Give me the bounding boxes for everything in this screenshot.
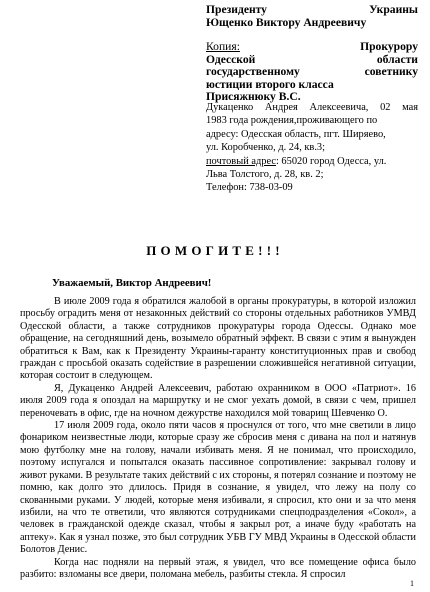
letter-body bbox=[20, 296, 416, 581]
sender-line4: ул. Коробченко, д. 24, кв.3; bbox=[206, 142, 326, 154]
sender-phone: Телефон: 738-03-09 bbox=[206, 182, 293, 194]
paragraph: В июле 2009 года я обратился жалобой в органы прокуратуры, в которой изложил просьбу оградить меня от незаконных действий со стороны отдельных работников УМВД Одесской области, а также сотрудников прокуратуры города Одессы. Однако мое обращение, на сегодняшний день, возымело обратный эффект. В связи с этим я вынужден обратиться к Вам, как к Президенту Украины-гаранту конституционных прав и свобод граждан с просьбой оказать содействие в разрешении сложившейся негативной ситуации, которая состоит в следующем. bbox=[20, 296, 416, 382]
postal-label: почтовый адрес bbox=[206, 155, 276, 167]
addressee-country: Украины bbox=[369, 3, 418, 16]
sender-w4: 02 bbox=[380, 102, 391, 113]
addressee-name: Ющенко Виктору Андреевичу bbox=[206, 15, 367, 29]
sender-w3: Алексеевича, bbox=[309, 102, 369, 113]
sender-line6: Льва Толстого, д. 28, кв. 2; bbox=[206, 169, 324, 181]
addressee-block bbox=[206, 4, 418, 29]
copy-line4: юстиции второго класса bbox=[206, 77, 334, 91]
copy-line3-left: государственному bbox=[206, 65, 300, 79]
copy-line2-left: Одесской bbox=[206, 52, 256, 66]
paragraph: 17 июля 2009 года, около пяти часов я проснулся от того, что мне светили в лицо фонариком неизвестные люди, которые сразу же сбросив меня с дивана на пол и натянув мою футболку мне на голову, начали избивать меня. Я не понимал, что происходило, поэтому испугался и попытался оказать пассивное сопротивление: закрывал голову и живот руками. В результате таких действий с их стороны, я потерял сознание и поэтому не помню, как долго это длилось. Придя в сознание, я увидел, что лежу на полу со скованными руками. У людей, которые меня избивали, я спросил, кто они и за что меня избили, на что те ответили, что являются сотрудниками спецподразделения «Сокол», а человек в гражданской одежде сказал, чтобы я закрыл рот, а иначе буду «работать на аптеку». Как я узнал позже, это был сотрудник УБВ ГУ МВД Украины в Одесской области Болотов Денис. bbox=[20, 420, 416, 556]
sender-block bbox=[206, 101, 418, 195]
sender-w5: мая bbox=[402, 102, 418, 113]
sender-line2: 1983 года рождения,проживающего по bbox=[206, 115, 378, 127]
sender-line3: адресу: Одесская область, пгт. Ширяево, bbox=[206, 128, 386, 140]
copy-line3-right: советнику bbox=[364, 65, 418, 79]
copy-line5: Присяжнюку В.С. bbox=[206, 90, 301, 104]
paragraph: Когда нас подняли на первый этаж, я увидел, что все помещение офиса было разбито: взломаны все двери, поломана мебель, разбиты стекла. Я спросил bbox=[20, 556, 416, 580]
copy-line2-right: области bbox=[376, 52, 418, 66]
copy-prosecutor: Прокурору bbox=[360, 40, 418, 53]
paragraph: Я, Дукаценко Андрей Алексеевич, работаю охранником в ООО «Патриот». 16 июля 2009 года я опоздал на маршрутку и не смог уехать домой, в связи с чем, пришел переночевать в офис, где на ночном дежурстве находился мой товарищ Шевченко О. bbox=[20, 382, 416, 419]
postal-value: : 65020 город Одесса, ул. bbox=[275, 155, 387, 167]
addressee-title: Президенту bbox=[206, 3, 267, 16]
sender-w1: Дукаценко bbox=[206, 102, 254, 113]
page-number: 1 bbox=[410, 579, 414, 588]
page-title: ПОМОГИТЕ!!! bbox=[146, 243, 284, 258]
copy-label: Копия: bbox=[206, 40, 240, 53]
sender-w2: Андрея bbox=[264, 102, 298, 113]
copy-block bbox=[206, 41, 418, 104]
salutation: Уважаемый, Виктор Андреевич! bbox=[52, 277, 212, 289]
